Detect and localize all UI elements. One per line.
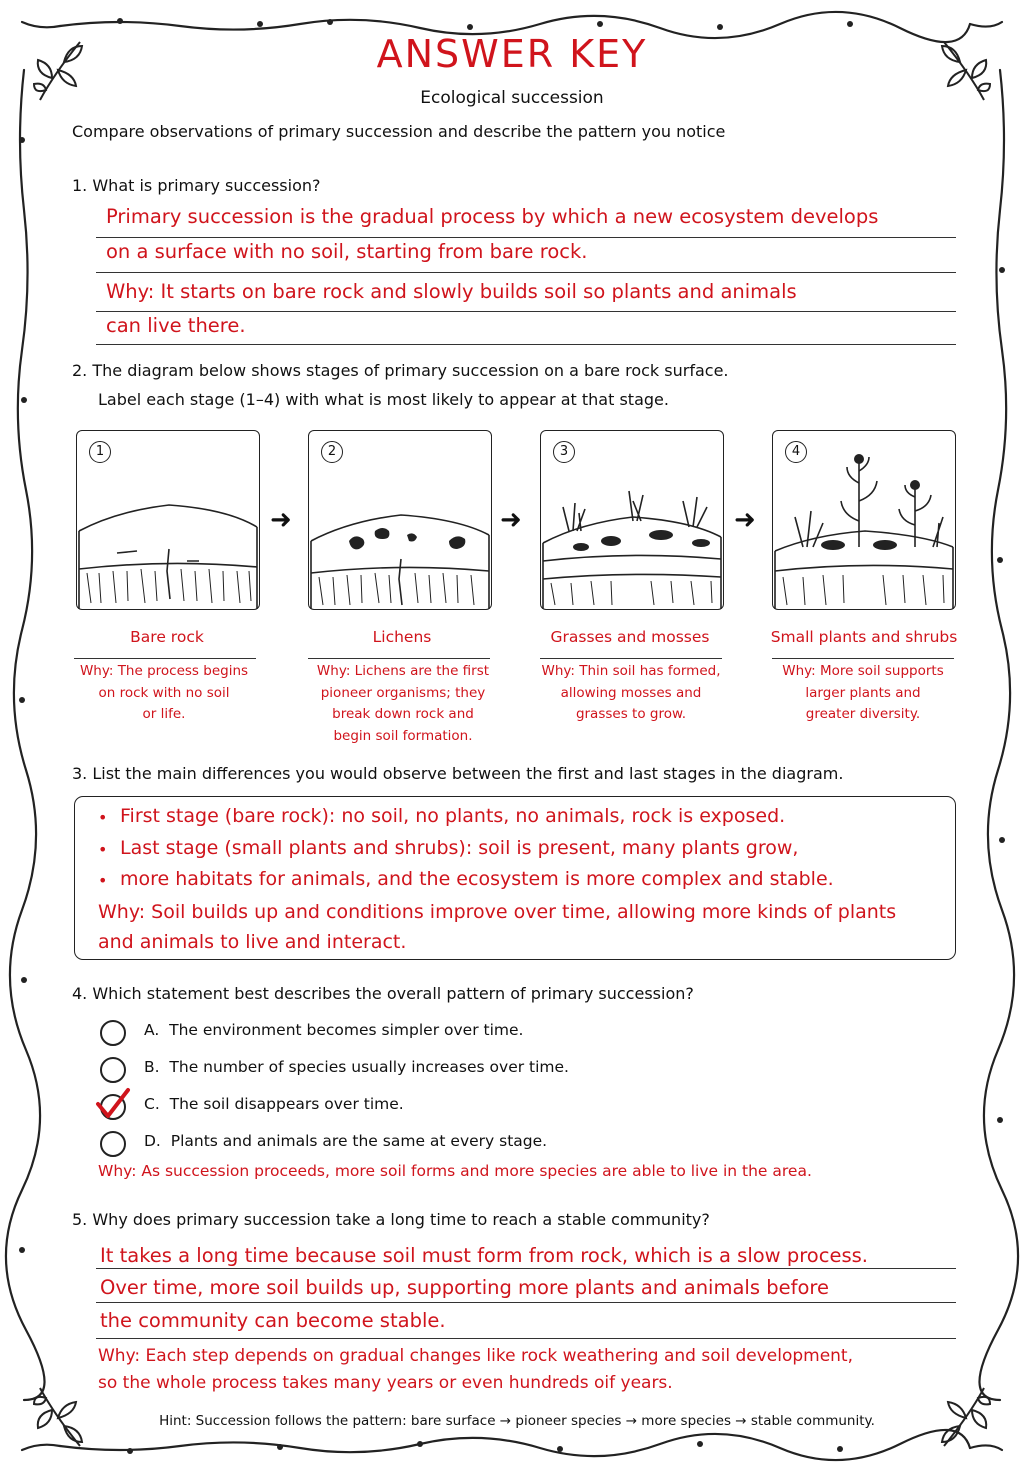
why-line: on rock with no soil [98, 684, 230, 701]
right-arrow-icon: ➜ [500, 505, 522, 535]
q3-bullet-1: First stage (bare rock): no soil, no plants, no animals, rock is exposed. [120, 805, 786, 827]
lichens-illustration [309, 431, 491, 609]
question-2-line-2: Label each stage (1–4) with what is most likely to appear at that stage. [98, 390, 669, 409]
bullet: • [98, 840, 108, 859]
why-line: Why: More soil supports [782, 663, 944, 679]
right-arrow-icon: ➜ [270, 505, 292, 535]
option-b-radio[interactable] [100, 1057, 126, 1083]
why-line: grasses to grow. [575, 706, 687, 722]
option-b [144, 1058, 569, 1076]
q5-answer-line-3: the community can become stable. [100, 1309, 446, 1332]
why-line: Why: Lichens are the first [316, 663, 490, 679]
answer-rule [772, 658, 954, 659]
answer-rule [96, 1302, 956, 1303]
question-1: 1. What is primary succession? [72, 176, 321, 195]
stage-4-label: Small plants and shrubs [770, 628, 958, 646]
hint: Hint: Succession follows the pattern: bare surface → pioneer species → more species → stable community. [159, 1413, 875, 1429]
question-2-line-1: 2. The diagram below shows stages of primary succession on a bare rock surface. [72, 361, 729, 380]
q5-answer-line-2: Over time, more soil builds up, supporting more plants and animals before [100, 1276, 829, 1299]
why-line: Why: Thin soil has formed, [541, 663, 721, 679]
option-letter: A. [144, 1021, 160, 1039]
red-checkmark-icon [94, 1086, 132, 1122]
answer-rule [96, 1268, 956, 1269]
question-3: 3. List the main differences you would observe between the first and last stages in the diagram. [72, 764, 844, 783]
bare-rock-illustration [77, 431, 259, 609]
question-5: 5. Why does primary succession take a long time to reach a stable community? [72, 1210, 710, 1229]
answer-rule [96, 344, 956, 345]
stage-4-why [763, 661, 963, 726]
option-letter: C. [144, 1095, 160, 1113]
q3-bullet-3: more habitats for animals, and the ecosystem is more complex and stable. [120, 868, 834, 890]
answer-rule [96, 237, 956, 238]
q3-why-line-2: and animals to live and interact. [98, 931, 407, 953]
question-4: 4. Which statement best describes the overall pattern of primary succession? [72, 984, 694, 1003]
q5-answer-line-1: It takes a long time because soil must form from rock, which is a slow process. [100, 1244, 868, 1267]
why-line: greater diversity. [805, 706, 921, 722]
option-text: Plants and animals are the same at every stage. [170, 1132, 548, 1150]
worksheet-subtitle: Ecological succession [420, 88, 604, 108]
answer-rule [74, 658, 256, 659]
answer-rule [540, 658, 722, 659]
stage-2-why [303, 661, 503, 747]
option-a-radio[interactable] [100, 1020, 126, 1046]
stage-number: 2 [321, 441, 343, 463]
q3-why-line-1: Why: Soil builds up and conditions improve over time, allowing more kinds of plants [98, 901, 897, 923]
q1-answer-line-3: Why: It starts on bare rock and slowly builds soil so plants and animals [106, 280, 797, 303]
answer-rule [96, 1338, 956, 1339]
right-arrow-icon: ➜ [734, 505, 756, 535]
option-text: The soil disappears over time. [169, 1095, 404, 1113]
option-letter: B. [144, 1058, 160, 1076]
bullet: • [98, 808, 108, 827]
stage-1-label: Bare rock [130, 628, 204, 646]
why-line: break down rock and [332, 706, 474, 722]
stage-3-label: Grasses and mosses [550, 628, 710, 646]
why-line: pioneer organisms; they [320, 684, 486, 701]
why-line: Why: The process begins [79, 663, 249, 679]
answer-rule [308, 658, 490, 659]
page-title: ANSWER KEY [376, 32, 648, 76]
option-d-radio[interactable] [100, 1131, 126, 1157]
answer-rule [96, 311, 956, 312]
q5-why-line-1: Why: Each step depends on gradual changes like rock weathering and soil development, [98, 1346, 853, 1366]
why-line: larger plants and [805, 684, 921, 701]
stage-2-label: Lichens [372, 628, 432, 646]
stage-number: 1 [89, 441, 111, 463]
stage-3-panel [540, 430, 724, 610]
q1-answer-line-2: on a surface with no soil, starting from bare rock. [106, 240, 588, 263]
option-a [144, 1021, 523, 1039]
stage-1-panel [76, 430, 260, 610]
why-line: or life. [142, 706, 186, 722]
small-plants-shrubs-illustration [773, 431, 955, 609]
stage-3-why [531, 661, 731, 726]
stage-1-why [64, 661, 264, 726]
stage-number: 4 [785, 441, 807, 463]
bullet: • [98, 871, 108, 890]
q5-why-line-2: so the whole process takes many years or even hundreds oif years. [98, 1373, 673, 1393]
option-text: The environment becomes simpler over time. [169, 1021, 524, 1039]
answer-rule [96, 272, 956, 273]
option-d [144, 1132, 547, 1150]
q1-answer-line-4: can live there. [106, 314, 246, 337]
q1-answer-line-1: Primary succession is the gradual process by which a new ecosystem develops [106, 205, 879, 228]
grasses-mosses-illustration [541, 431, 723, 609]
stage-number: 3 [553, 441, 575, 463]
option-c [144, 1095, 404, 1113]
q4-why: Why: As succession proceeds, more soil forms and more species are able to live in the area. [98, 1162, 812, 1180]
q3-bullet-2: Last stage (small plants and shrubs): soil is present, many plants grow, [120, 837, 799, 859]
option-letter: D. [144, 1132, 161, 1150]
instructions: Compare observations of primary succession and describe the pattern you notice [72, 122, 726, 141]
why-line: allowing mosses and [560, 684, 702, 701]
stage-2-panel [308, 430, 492, 610]
option-text: The number of species usually increases over time. [169, 1058, 569, 1076]
stage-4-panel [772, 430, 956, 610]
why-line: begin soil formation. [333, 727, 473, 744]
